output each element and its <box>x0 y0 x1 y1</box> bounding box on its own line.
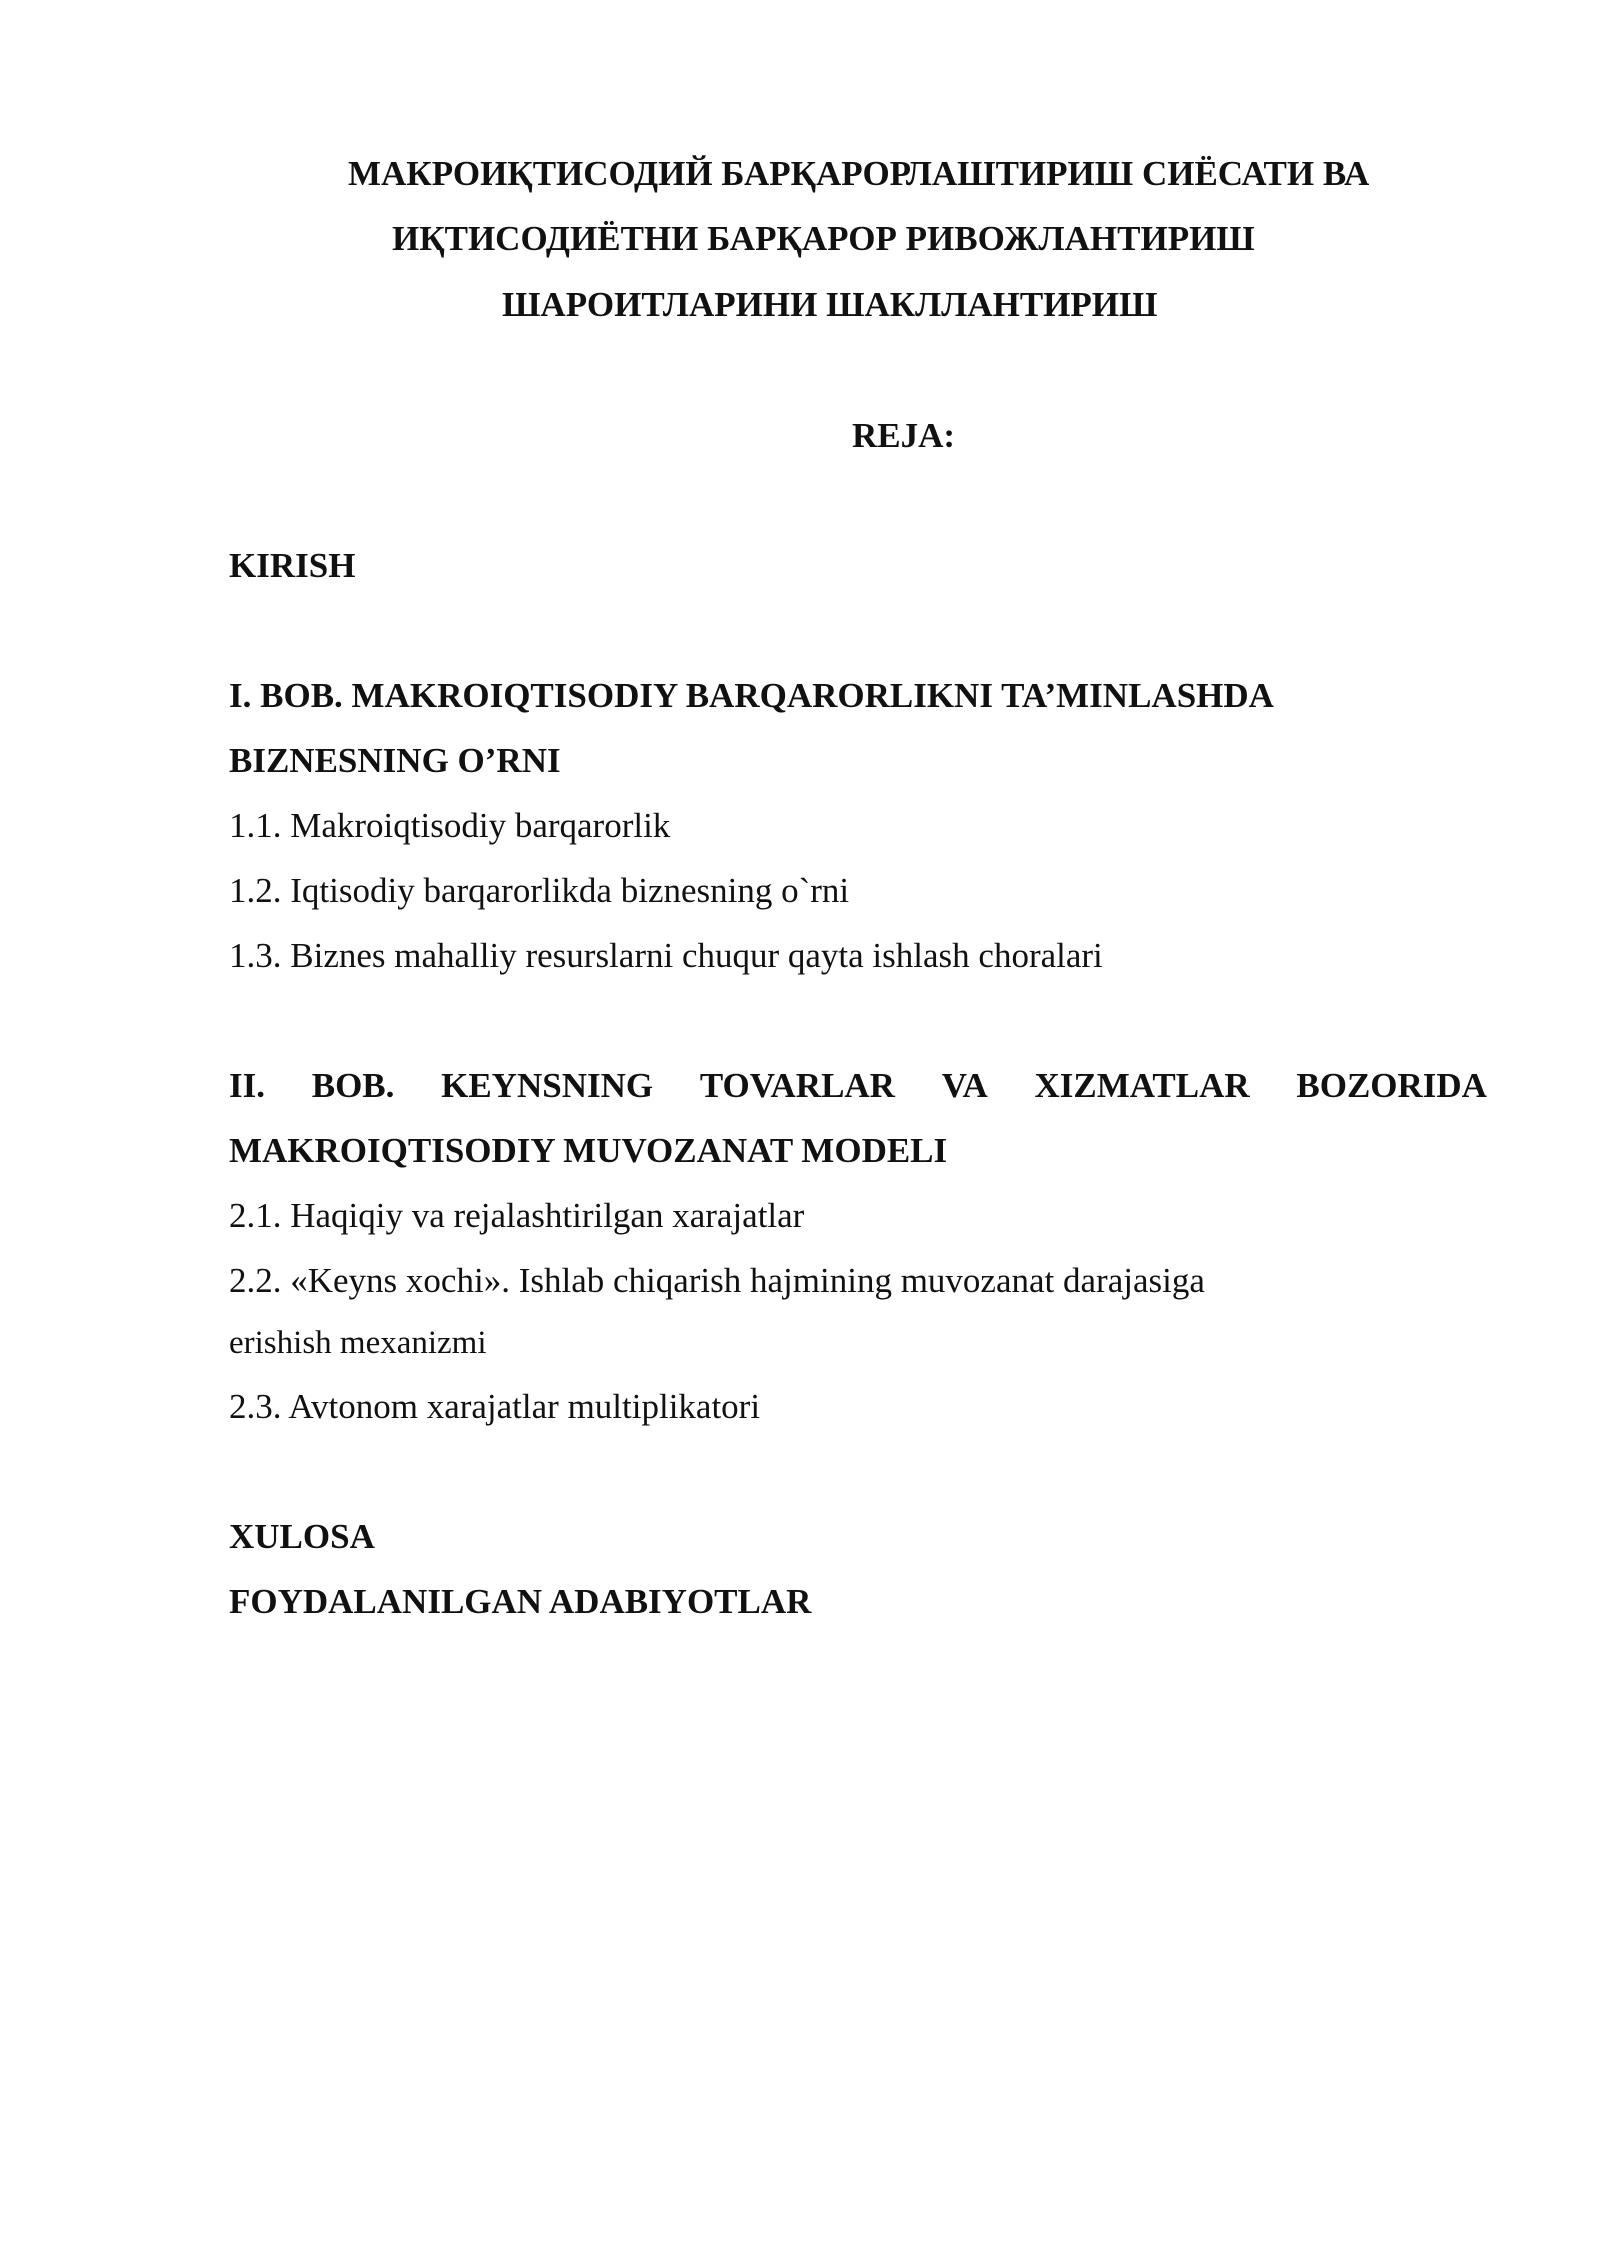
toc-item-2-2-continuation: erishish mexanizmi <box>229 1325 487 1361</box>
chapter2-heading-line-2: MAKROIQTISODIY MUVOZANAT MODELI <box>229 1131 948 1170</box>
chapter2-heading-word: BOB. <box>311 1066 395 1105</box>
chapter2-heading-word: VA <box>941 1066 988 1105</box>
chapter1-heading-line-2: BIZNESNING O’RNI <box>229 741 561 780</box>
chapter2-heading-word: II. <box>229 1066 265 1105</box>
toc-item-2-3: 2.3. Avtonom xarajatlar multiplikatori <box>229 1387 761 1426</box>
references-heading: FOYDALANILGAN ADABIYOTLAR <box>229 1582 812 1621</box>
chapter2-heading-word: TOVARLAR <box>699 1066 895 1105</box>
toc-item-2-1: 2.1. Haqiqiy va rejalashtirilgan xarajatlar <box>229 1196 805 1235</box>
chapter1-heading-line-1: I. BOB. MAKROIQTISODIY BARQARORLIKNI TA’MINLASHDA <box>229 676 1274 715</box>
toc-item-1-3: 1.3. Biznes mahalliy resurslarni chuqur qayta ishlash choralari <box>229 936 1103 975</box>
toc-item-1-2: 1.2. Iqtisodiy barqarorlikda biznesning o`rni <box>229 871 850 910</box>
document-title-line-1: МАКРОИҚТИСОДИЙ БАРҚАРОРЛАШТИРИШ СИЁСАТИ ВА <box>348 154 1370 193</box>
toc-item-1-1: 1.1. Makroiqtisodiy barqarorlik <box>229 806 671 845</box>
plan-heading: REJA: <box>852 416 956 455</box>
document-title-line-3: ШАРОИТЛАРИНИ ШАКЛЛАНТИРИШ <box>502 285 1158 324</box>
chapter2-heading-line-1 <box>229 1068 1487 1103</box>
conclusion-heading: XULOSA <box>229 1517 375 1556</box>
chapter2-heading-word: BOZORIDA <box>1296 1066 1487 1105</box>
chapter2-heading-word: XIZMATLAR <box>1034 1066 1250 1105</box>
chapter2-heading-word: KEYNSNING <box>441 1066 654 1105</box>
document-title-line-2: ИҚТИСОДИЁТНИ БАРҚАРОР РИВОЖЛАНТИРИШ <box>392 219 1255 258</box>
intro-heading: KIRISH <box>229 546 356 585</box>
toc-item-2-2: 2.2. «Keyns xochi». Ishlab chiqarish hajmining muvozanat darajasiga <box>229 1261 1205 1300</box>
